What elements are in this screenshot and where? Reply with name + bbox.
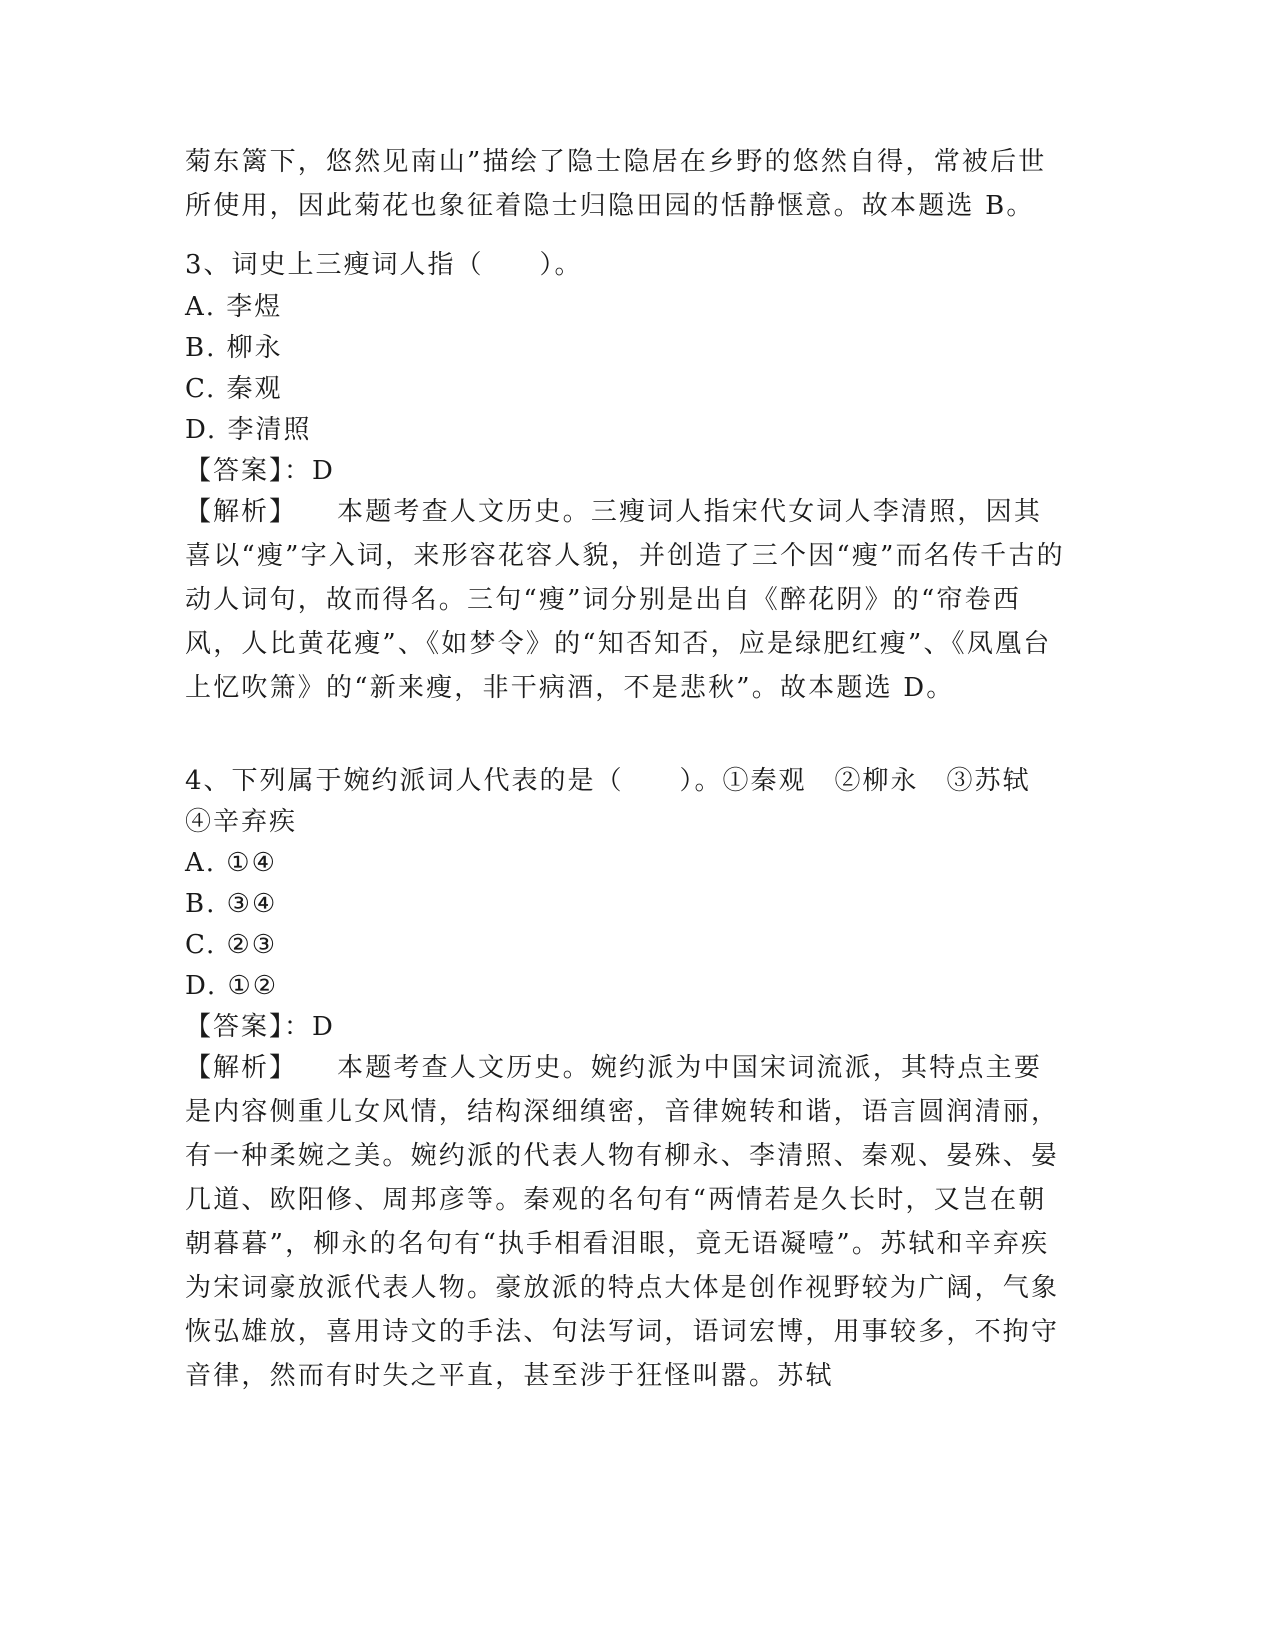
- q4-stem-line1: 4、下列属于婉约派词人代表的是（ ）。①秦观 ②柳永 ③苏轼: [185, 766, 1031, 796]
- q4-analysis-text: 本题考查人文历史。婉约派为中国宋词流派，其特点主要是内容侧重儿女风情，结构深细缜密，音律婉转和谐，语言圆润清丽，有一种柔婉之美。婉约派的代表人物有柳永、李清照、秦观、晏殊、晏几道、欧阳修、周邦彦等。秦观的名句有“两情若是久长时，又岂在朝朝暮暮”，柳永的名句有“执手相看泪眼，竟无语凝噎”。苏轼和辛弃疾为宋词豪放派代表人物。豪放派的特点大体是创作视野较为广阔，气象恢弘雄放，喜用诗文的手法、句法写词，语词宏博，用事较多，不拘守音律，然而有时失之平直，甚至涉于狂怪叫嚣。苏轼: [185, 1053, 1060, 1391]
- q3-answer: [185, 454, 335, 488]
- q4-option-a: A. ①④: [185, 848, 277, 878]
- q4-option-c: C. ②③: [185, 930, 278, 960]
- q3-analysis-label: 【解析】: [185, 497, 298, 527]
- q4-analysis-label: 【解析】: [185, 1053, 298, 1083]
- q3-analysis-text: 本题考查人文历史。三瘦词人指宋代女词人李清照，因其喜以“瘦”字入词，来形容花容人貌，并创造了三个因“瘦”而名传千古的动人词句，故而得名。三句“瘦”词分别是出自《醉花阴》的“帘卷西风，人比黄花瘦”、《如梦令》的“知否知否，应是绿肥红瘦”、《凤凰台上忆吹箫》的“新来瘦，非干病酒，不是悲秋”。故本题选 D。: [185, 497, 1065, 703]
- q3-option-a: A. 李煜: [185, 292, 283, 322]
- q4-analysis: [185, 1046, 1065, 1398]
- intro-paragraph: 菊东篱下，悠然见南山”描绘了隐士隐居在乡野的悠然自得，常被后世所使用，因此菊花也象征着隐士归隐田园的恬静惬意。故本题选 B。: [185, 147, 1047, 221]
- q4-answer: [185, 1010, 335, 1044]
- q4-answer-value: D: [312, 1012, 335, 1042]
- q4-stem-line2: ④辛弃疾: [185, 807, 298, 837]
- q3-option-d: D. 李清照: [185, 415, 312, 445]
- q3-stem: 3、词史上三瘦词人指（ ）。: [185, 250, 583, 280]
- q4-answer-label: 【答案】：: [185, 1012, 313, 1042]
- q4-option-d: D. ①②: [185, 971, 279, 1001]
- q4-option-b: B. ③④: [185, 889, 278, 919]
- q3-analysis: [185, 490, 1065, 710]
- q3-answer-value: D: [312, 456, 335, 486]
- q3-answer-label: 【答案】：: [185, 456, 313, 486]
- q3-option-b: B. 柳永: [185, 333, 283, 363]
- q3-option-c: C. 秦观: [185, 374, 283, 404]
